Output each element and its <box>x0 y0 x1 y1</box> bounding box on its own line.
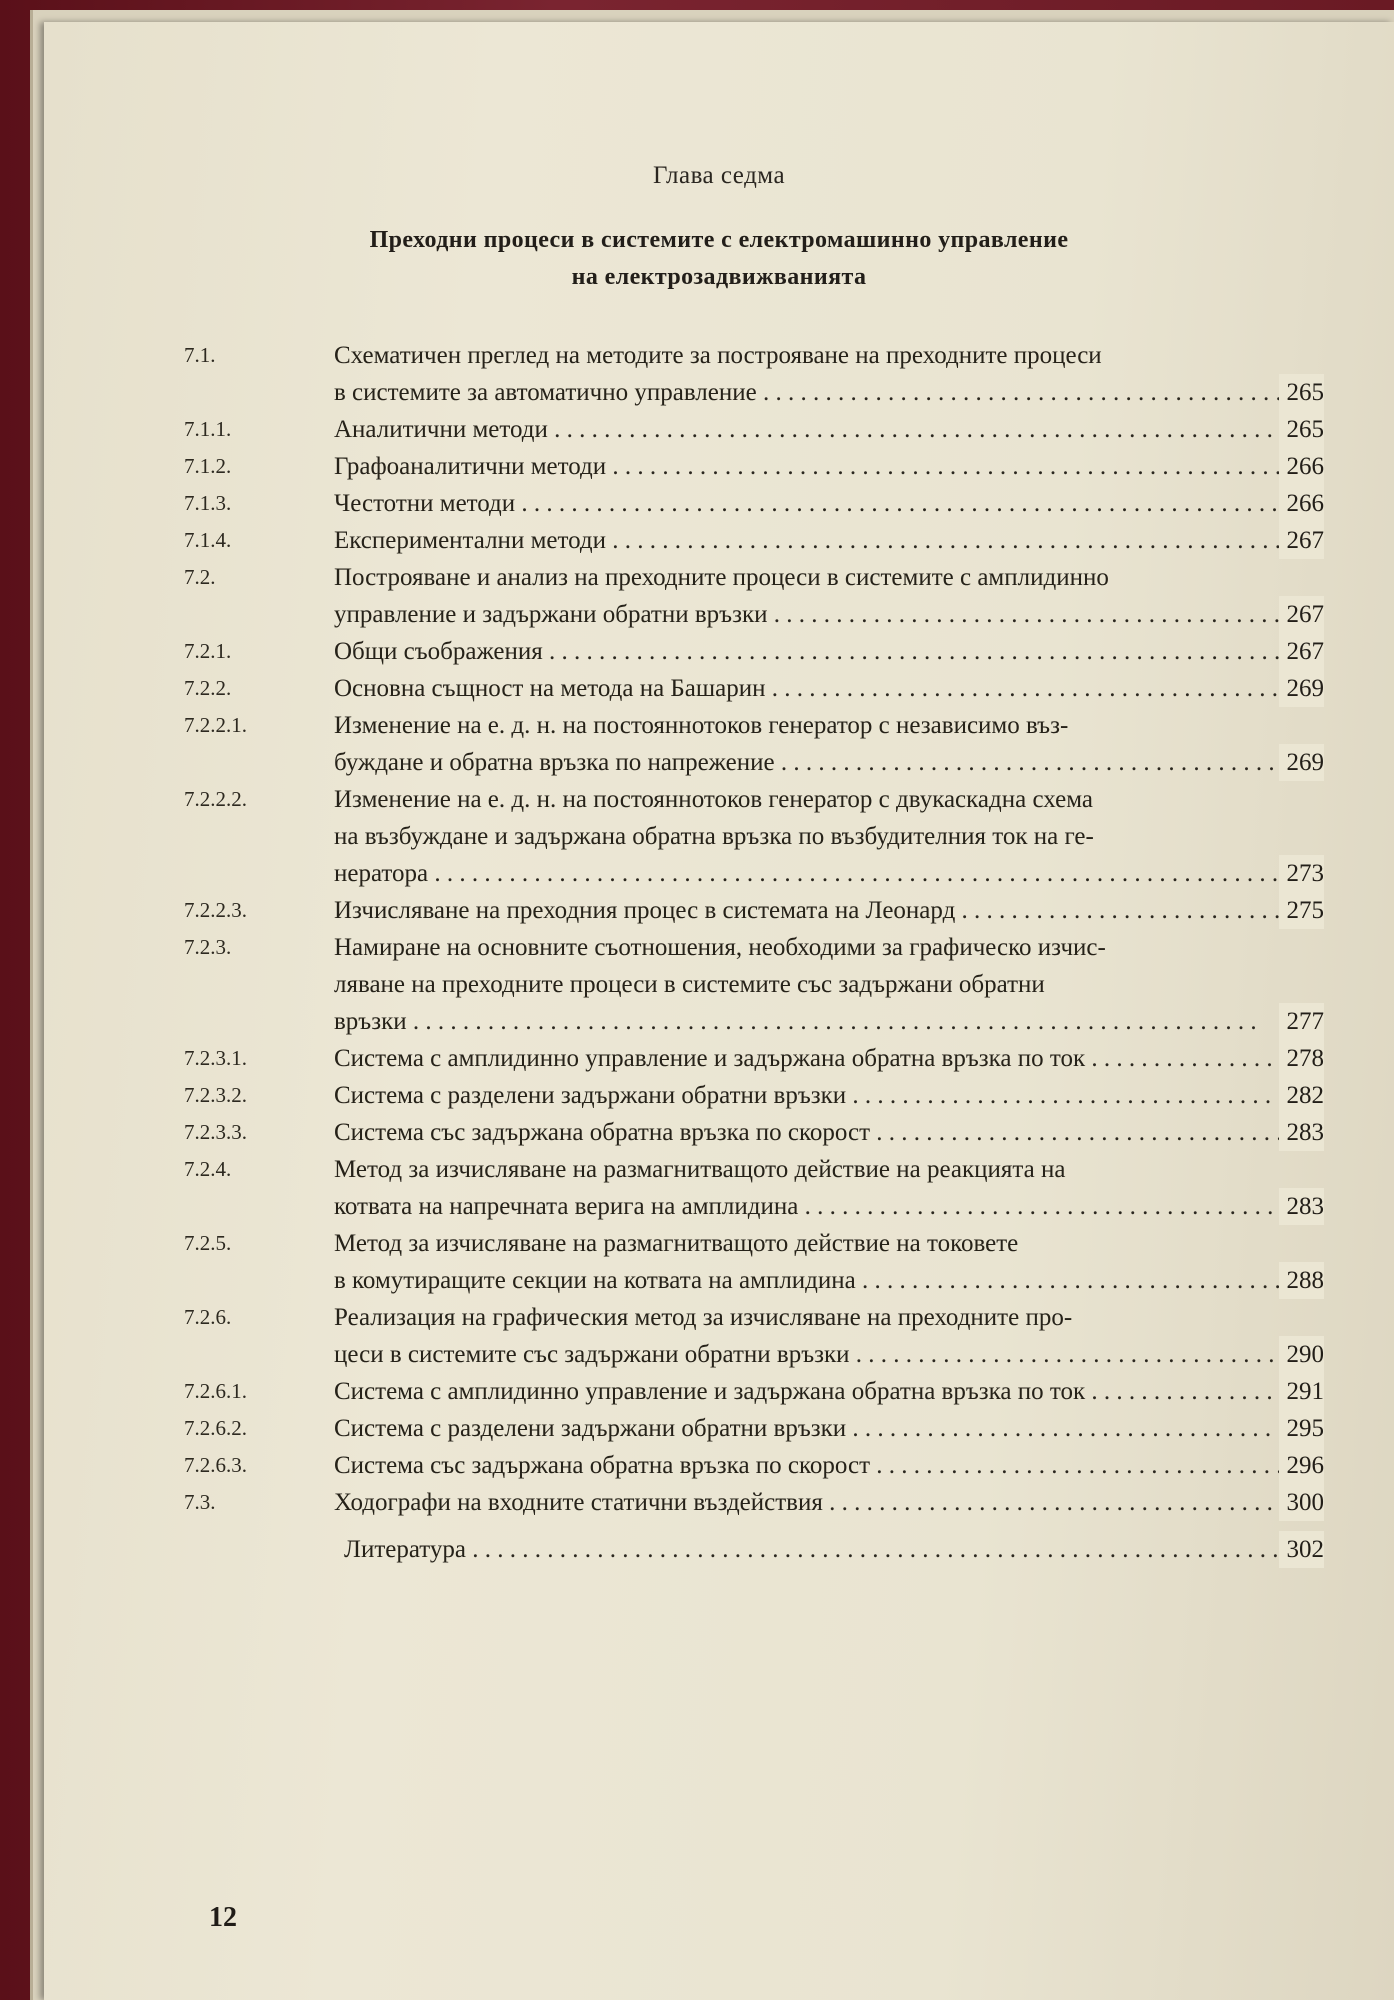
toc-entry <box>184 892 1324 929</box>
toc-entry-title-line <box>334 1262 1324 1299</box>
toc-entry-title-text: Система с разделени задържани обратни връзки <box>334 1082 847 1109</box>
toc-entry-number: 7.2.4. <box>184 1157 232 1181</box>
toc-entry-title-text: Честотни методи <box>334 490 516 517</box>
toc-entry <box>184 670 1324 707</box>
toc-entry-title-line <box>334 966 1324 1003</box>
toc-entry-page: 269 <box>1279 744 1325 781</box>
toc-entry-title-text: връзки <box>334 1008 407 1035</box>
toc-entry <box>184 1114 1324 1151</box>
toc-entry-page: 290 <box>1279 1336 1325 1373</box>
toc-entry-title-text: Изчисляване на преходния процес в системата на Леонард <box>334 897 956 924</box>
toc-entry-title-text: Общи съображения <box>334 638 543 665</box>
toc-entry-title-text: в системите за автоматично управление <box>334 379 757 406</box>
toc-entry-title-line <box>334 1373 1324 1410</box>
toc-entry-literature <box>184 1531 1324 1568</box>
toc-entry-page: 267 <box>1279 633 1325 670</box>
toc-entry-page: 291 <box>1279 1373 1325 1410</box>
toc-entry-title-text: цеси в системите със задържани обратни връзки <box>334 1341 850 1368</box>
book-page <box>44 22 1394 2000</box>
toc-entry-title-line <box>334 522 1324 559</box>
toc-entry-title-text: нератора <box>334 860 429 887</box>
toc-entry-number: 7.2.2. <box>184 676 232 700</box>
toc-entry <box>184 522 1324 559</box>
toc-entry-title-text: Ходографи на входните статични въздействия <box>334 1489 823 1516</box>
chapter-title <box>44 222 1394 296</box>
toc-entry-title-text: Система с амплидинно управление и задържана обратна връзка по ток <box>334 1378 1086 1405</box>
toc-entry-title-line <box>334 818 1324 855</box>
toc-entry-title-text: Система с разделени задържани обратни връзки <box>334 1415 847 1442</box>
toc-entry-title-text: Система с амплидинно управление и задържана обратна връзка по ток <box>334 1045 1086 1072</box>
toc-entry-title-text: в комутиращите секции на котвата на амплидина <box>334 1267 856 1294</box>
toc-entry-page: 295 <box>1279 1410 1325 1447</box>
toc-entry-title-line <box>334 855 1324 892</box>
toc-entry-title-text: ляване на преходните процеси в системите със задържани обратни <box>334 971 1045 998</box>
toc-entry-title-line <box>334 1040 1324 1077</box>
toc-entry-title-text: Намиране на основните съотношения, необходими за графическо изчис- <box>334 934 1106 961</box>
toc-entry-number: 7.2.3.2. <box>184 1083 247 1107</box>
toc-entry <box>184 633 1324 670</box>
toc-entry-title-text: Построяване и анализ на преходните процеси в системите с амплидинно <box>334 564 1109 591</box>
toc-entry-number: 7.2.2.2. <box>184 787 247 811</box>
toc-entry-title-text: Реализация на графическия метод за изчисляване на преходните про- <box>334 1304 1073 1331</box>
toc-entry-number: 7.1.4. <box>184 528 232 552</box>
toc-entry-number: 7.2. <box>184 565 216 589</box>
toc-entry-number: 7.1.1. <box>184 417 232 441</box>
toc-entry-number: 7.2.3.1. <box>184 1046 247 1070</box>
toc-entry-title-text: Изменение на е. д. н. на постояннотоков генератор с двукаскадна схема <box>334 786 1093 813</box>
toc-entry-title-text: Схематичен преглед на методите за построяване на преходните процеси <box>334 342 1102 369</box>
toc-entry-title-text: Метод за изчисляване на размагнитващото действие на реакцията на <box>334 1156 1066 1183</box>
toc-entry-title-line <box>334 1114 1324 1151</box>
toc-entry <box>184 1447 1324 1484</box>
toc-entry-number: 7.2.3.3. <box>184 1120 247 1144</box>
toc-entry-number: 7.1.3. <box>184 491 232 515</box>
toc-entry-title-line <box>334 1410 1324 1447</box>
toc-entry-title-text: Метод за изчисляване на размагнитващото действие на токовете <box>334 1230 1019 1257</box>
toc-entry-page: 266 <box>1279 485 1325 522</box>
toc-entry <box>184 929 1324 1040</box>
toc-entry-number: 7.1. <box>184 343 216 367</box>
toc-entry-number: 7.1.2. <box>184 454 232 478</box>
toc-entry-page: 269 <box>1279 670 1325 707</box>
toc-entry-page: 283 <box>1279 1114 1325 1151</box>
toc-entry-title-text: котвата на напречната верига на амплидина <box>334 1193 799 1220</box>
toc-entry-page: 267 <box>1279 522 1325 559</box>
toc-entry-title-line <box>334 929 1324 966</box>
toc-entry-title-line <box>334 1299 1324 1336</box>
toc-entry-number: 7.2.5. <box>184 1231 232 1255</box>
toc-entry-title-text: Графоаналитични методи <box>334 453 607 480</box>
toc-entry-title-line <box>334 1336 1324 1373</box>
toc-entry <box>184 707 1324 781</box>
toc-entry <box>184 1373 1324 1410</box>
toc-entry-page: 300 <box>1279 1484 1325 1521</box>
toc-entry-page: 275 <box>1279 892 1325 929</box>
toc-entry <box>184 1299 1324 1373</box>
toc-entry-page: 266 <box>1279 448 1325 485</box>
toc-entry-page: 265 <box>1279 374 1325 411</box>
toc-entry-title-line <box>334 633 1324 670</box>
toc-entry-title-line <box>334 1077 1324 1114</box>
toc-entry-number: 7.2.3. <box>184 935 232 959</box>
toc-entry-title-text: Система със задържана обратна връзка по скорост <box>334 1119 871 1146</box>
toc-entry-page: 282 <box>1279 1077 1325 1114</box>
toc-entry <box>184 1410 1324 1447</box>
toc-entry-page: 283 <box>1279 1188 1325 1225</box>
literature-line <box>334 1531 1324 1568</box>
toc-entry-number: 7.2.6.3. <box>184 1453 247 1477</box>
toc-entry-title-line <box>334 670 1324 707</box>
toc-entry-title-line <box>334 781 1324 818</box>
toc-entry-page: 273 <box>1279 855 1325 892</box>
page-number: 12 <box>209 1902 237 1933</box>
chapter-title-line-1: Преходни процеси в системите с електромашинно управление <box>369 227 1069 253</box>
toc-entry <box>184 337 1324 411</box>
toc-entry-title-text: Изменение на е. д. н. на постояннотоков генератор с независимо въз- <box>334 712 1069 739</box>
toc-entry-number: 7.2.6. <box>184 1305 232 1329</box>
chapter-title-line-2: на електрозадвижванията <box>571 264 867 290</box>
toc-entry <box>184 1484 1324 1521</box>
toc-entry-title-text: Основна същност на метода на Башарин <box>334 675 766 702</box>
toc-entry-title-text: Аналитични методи <box>334 416 548 443</box>
toc-entry-title-line <box>334 1484 1324 1521</box>
toc-entry-page: 267 <box>1279 596 1325 633</box>
toc-entry <box>184 559 1324 633</box>
literature-label: Литература <box>344 1536 466 1563</box>
toc-entry-number: 7.2.6.2. <box>184 1416 247 1440</box>
toc-entry-page: 288 <box>1279 1262 1325 1299</box>
toc-entry-title-line <box>334 892 1324 929</box>
toc-entry-title-text: буждане и обратна връзка по напрежение <box>334 749 775 776</box>
literature-page: 302 <box>1279 1531 1325 1568</box>
toc-entry-title-text: управление и задържани обратни връзки <box>334 601 768 628</box>
toc-entry <box>184 781 1324 892</box>
toc-entry-number: 7.2.2.1. <box>184 713 247 737</box>
toc-entry-page: 278 <box>1279 1040 1325 1077</box>
toc-entry-title-line <box>334 448 1324 485</box>
toc-entry-number: 7.2.6.1. <box>184 1379 247 1403</box>
toc-entry <box>184 411 1324 448</box>
chapter-label: Глава седма <box>652 162 786 189</box>
toc-entry-number: 7.2.2.3. <box>184 898 247 922</box>
toc-entry <box>184 1040 1324 1077</box>
toc-entry <box>184 1077 1324 1114</box>
toc-entry-title-line <box>334 559 1324 596</box>
toc-entry-number: 7.3. <box>184 1490 216 1514</box>
toc-entry <box>184 1225 1324 1299</box>
toc-entry-number: 7.2.1. <box>184 639 232 663</box>
toc-entry-title-line <box>334 596 1324 633</box>
toc-entry-title-line <box>334 744 1324 781</box>
toc-entry-page: 277 <box>1279 1003 1325 1040</box>
toc-entry-title-line <box>334 1225 1324 1262</box>
table-of-contents <box>184 337 1324 1568</box>
toc-entry <box>184 448 1324 485</box>
toc-entry-title-line <box>334 1003 1324 1040</box>
toc-entry-title-line <box>334 337 1324 374</box>
toc-entry-title-line <box>334 1188 1324 1225</box>
toc-entry-title-text: Експериментални методи <box>334 527 606 554</box>
toc-entry-page: 296 <box>1279 1447 1325 1484</box>
toc-entry-title-line <box>334 374 1324 411</box>
toc-entry-title-line <box>334 707 1324 744</box>
toc-entry <box>184 1151 1324 1225</box>
toc-entry-page: 265 <box>1279 411 1325 448</box>
toc-entry-title-text: Система със задържана обратна връзка по скорост <box>334 1452 871 1479</box>
toc-entry-title-line <box>334 1447 1324 1484</box>
toc-entry-title-line <box>334 1151 1324 1188</box>
toc-entry-title-line <box>334 485 1324 522</box>
toc-entry <box>184 485 1324 522</box>
toc-entry-title-line <box>334 411 1324 448</box>
toc-entry-title-text: на възбуждане и задържана обратна връзка по възбудителния ток на ге- <box>334 823 1094 850</box>
